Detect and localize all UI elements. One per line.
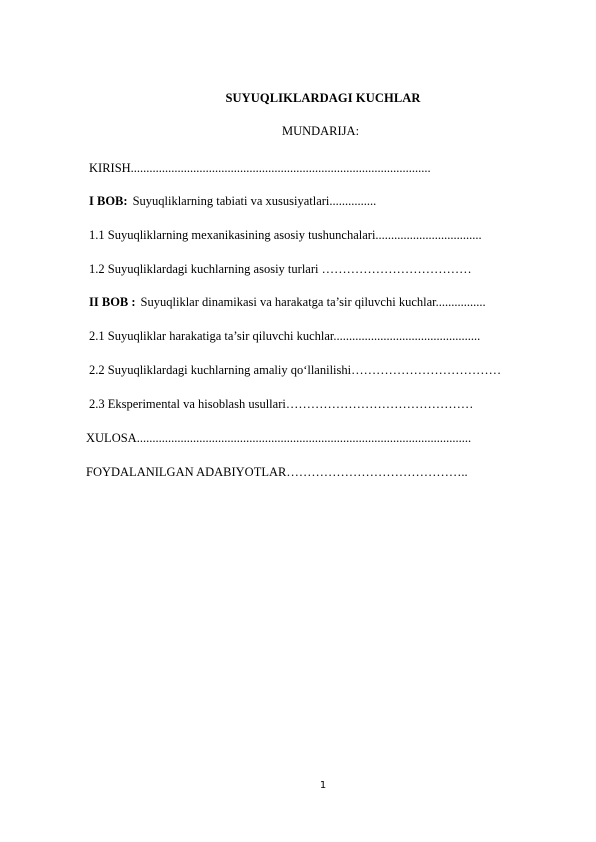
toc-entry-text: 1.2 Suyuqliklardagi kuchlarning asosiy turlari	[89, 262, 322, 276]
toc-entry-text: 2.3 Eksperimental va hisoblash usullari	[89, 397, 286, 411]
toc-leader: ..................................	[375, 228, 482, 242]
toc-chapter-prefix: I BOB:	[89, 194, 128, 208]
toc-entry-kirish	[89, 160, 431, 176]
toc-entry-2-1	[89, 328, 480, 344]
toc-entry-text: 2.1 Suyuqliklar harakatiga ta’sir qiluvchi kuchlar	[89, 329, 334, 343]
toc-leader: ……………………………………..	[286, 465, 468, 479]
toc-entry-text: Suyuqliklar dinamikasi va harakatga ta’sir qiluvchi kuchlar	[140, 295, 436, 309]
toc-entry-1-1	[89, 227, 482, 243]
toc-entry-text: KIRISH	[89, 161, 131, 175]
toc-entry-text: Suyuqliklarning tabiati va xususiyatlari	[132, 194, 330, 208]
toc-leader: ................................................................................................	[130, 161, 431, 175]
toc-entry-text: 2.2 Suyuqliklardagi kuchlarning amaliy qo‘llanilishi	[89, 363, 352, 377]
toc-leader: ………………………………	[321, 262, 472, 276]
toc-heading: MUNDARIJA:	[281, 124, 360, 138]
toc-entry-1-2	[89, 261, 472, 277]
toc-entry-text: 1.1 Suyuqliklarning mexanikasining asosiy tushunchalari	[89, 228, 376, 242]
toc-entry-adabiyotlar	[86, 464, 468, 480]
toc-chapter-prefix: II BOB :	[89, 295, 136, 309]
toc-leader: ...........................................................................................................	[136, 431, 472, 445]
document-title: SUYUQLIKLARDAGI KUCHLAR	[225, 91, 421, 105]
toc-leader: ................	[435, 295, 486, 309]
toc-leader: ………………………………	[351, 363, 502, 377]
toc-leader: ...............	[329, 194, 377, 208]
toc-entry-2-2	[89, 362, 501, 378]
toc-entry-xulosa	[86, 430, 471, 446]
toc-entry-text: FOYDALANILGAN ADABIYOTLAR	[86, 465, 287, 479]
toc-entry-text: XULOSA	[86, 431, 137, 445]
toc-entry-chapter-1	[89, 193, 376, 209]
toc-leader: ………………………………………	[285, 397, 474, 411]
toc-entry-2-3	[89, 396, 473, 412]
page-number: 1	[319, 780, 327, 791]
toc-entry-chapter-2	[89, 294, 486, 310]
toc-leader: ...............................................	[333, 329, 481, 343]
